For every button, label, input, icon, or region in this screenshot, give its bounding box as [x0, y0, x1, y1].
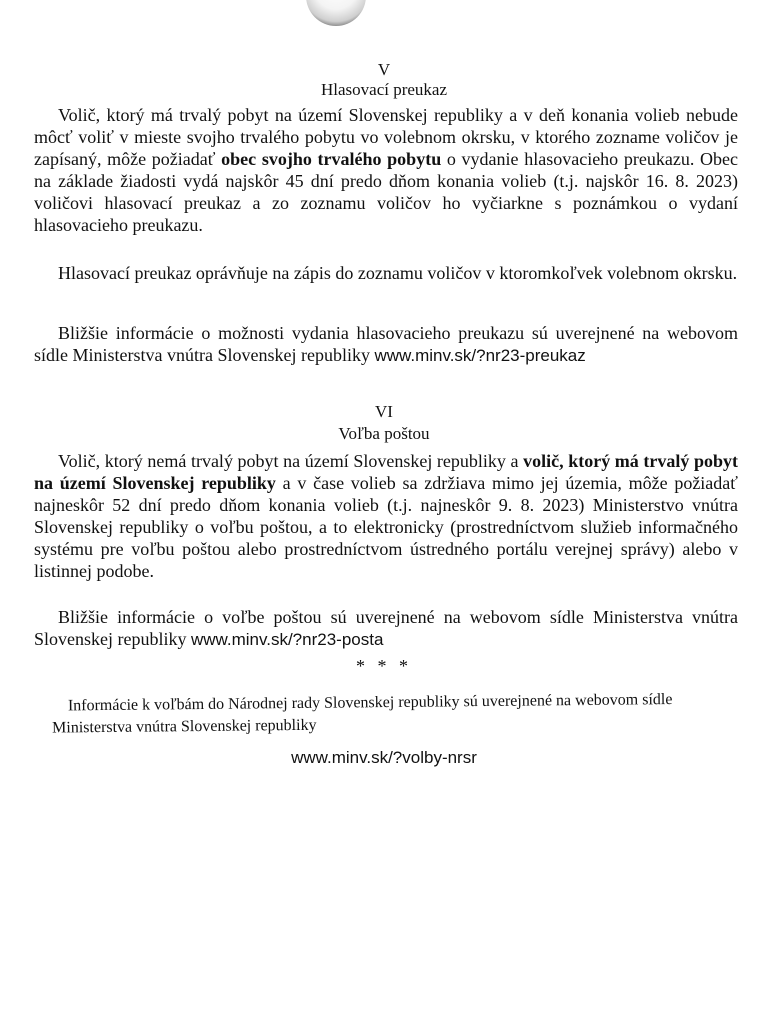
preukaz-link[interactable]: www.minv.sk/?nr23-preukaz — [374, 346, 586, 365]
punch-hole — [306, 0, 366, 26]
section-vi-p1-tail: a v čase volieb sa zdržiava mimo jej územia, môže požiadať najneskôr 52 dní predo dňom konania volieb (t.j. najneskôr 9. 8. 2023) Ministerstvo vnútra Slovenskej republiky o voľbu poštou, a to elektronicky (prostredníctvom služieb informačného systému pre voľbu poštou alebo prostredníctvom ústredného portálu verejnej správy) alebo v listinnej podobe. — [34, 473, 738, 581]
section-v-p1-lead: Volič, ktorý má trvalý pobyt na území Slovenskej republiky a v deň konania volieb nebude môcť voliť v mieste svojho trvalého pobytu vo volebnom okrsku, v ktorého zozname voličov je zapísaný, môže požiadať — [34, 105, 738, 169]
section-separator: * * * — [356, 656, 412, 676]
section-v-p2-text: Hlasovací preukaz oprávňuje na zápis do zoznamu voličov v ktoromkoľvek volebnom okrsku. — [58, 263, 738, 283]
section-vi-number: VI — [375, 402, 393, 421]
section-v-paragraph-1 — [34, 104, 738, 236]
footer-note — [52, 688, 732, 739]
section-v-paragraph-3 — [34, 322, 738, 367]
section-v-title: Hlasovací preukaz — [320, 80, 448, 99]
section-vi-paragraph-2 — [34, 606, 738, 651]
section-v-paragraph-2 — [34, 262, 738, 284]
section-v-p1-bold: obec svojho trvalého pobytu — [221, 149, 442, 169]
posta-link[interactable]: www.minv.sk/?nr23-posta — [190, 630, 384, 649]
section-v-number: V — [377, 60, 391, 79]
footer-link[interactable]: www.minv.sk/?volby-nrsr — [291, 748, 477, 767]
section-vi-title: Voľba poštou — [338, 424, 430, 443]
section-v-p3-text: Bližšie informácie o možnosti vydania hlasovacieho preukazu sú uverejnené na webovom sídle Ministerstva vnútra Slovenskej republiky — [34, 323, 738, 365]
section-vi-p1-lead: Volič, ktorý nemá trvalý pobyt na území Slovenskej republiky a — [58, 451, 524, 471]
section-vi-p2-text: Bližšie informácie o voľbe poštou sú uverejnené na webovom sídle Ministerstva vnútra Slovenskej republiky — [34, 607, 738, 649]
section-v-p1-tail: o vydanie hlasovacieho preukazu. Obec na základe žiadosti vydá najskôr 45 dní predo dňom konania volieb (t.j. najskôr 16. 8. 2023) voličovi hlasovací preukaz a zo zoznamu voličov ho vyčiarkne s poznámkou o vydaní hlasovacieho preukazu. — [34, 149, 738, 235]
section-vi-paragraph-1 — [34, 450, 738, 582]
footer-note-text: Informácie k voľbám do Národnej rady Slovenskej republiky sú uverejnené na webovom sídle Ministerstva vnútra Slovenskej republiky — [52, 691, 673, 737]
section-vi-p1-bold: volič, ktorý má trvalý pobyt na území Slovenskej republiky — [34, 451, 738, 493]
